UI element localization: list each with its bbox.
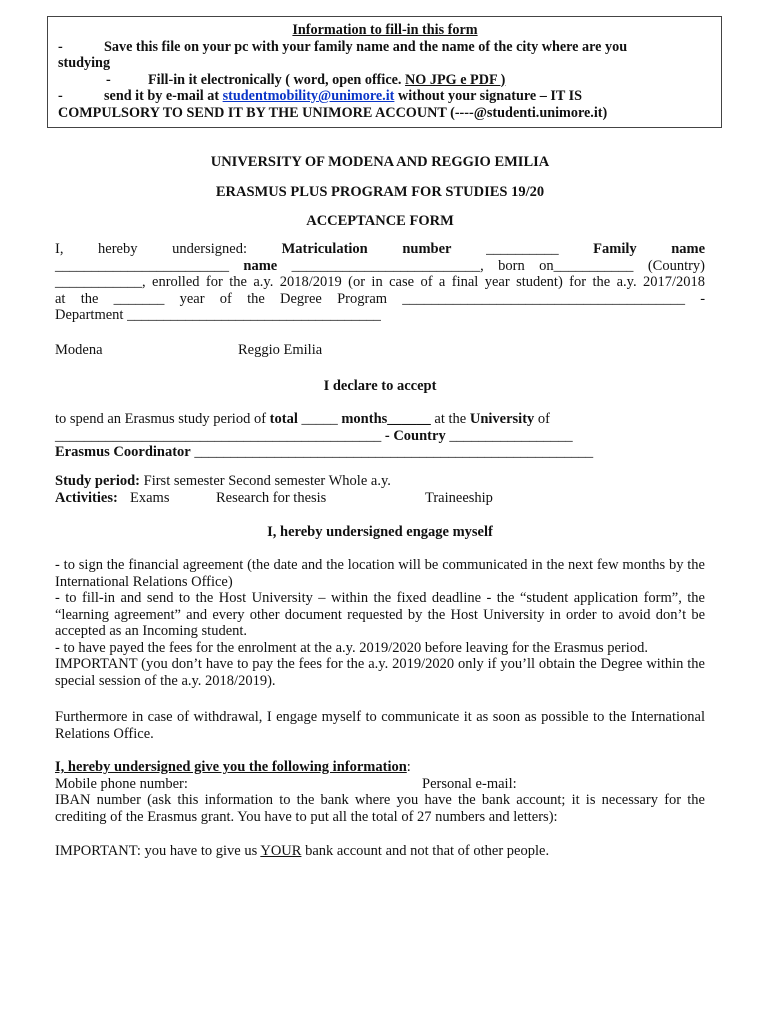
- activity-traineeship[interactable]: Traineeship: [425, 489, 493, 506]
- name-field[interactable]: __________________________: [291, 257, 481, 274]
- activity-exams[interactable]: Exams: [130, 489, 170, 506]
- matriculation-field[interactable]: __________: [486, 241, 559, 257]
- mobile-phone-label[interactable]: Mobile phone number:: [55, 775, 188, 792]
- information-heading: I, hereby undersigned give you the following information:: [55, 759, 411, 775]
- activity-research[interactable]: Research for thesis: [216, 489, 327, 506]
- engage-item-fees: - to have payed the fees for the enrolment at the a.y. 2019/2020 before leaving for the Erasmus period.: [55, 639, 648, 656]
- engage-item-important: IMPORTANT (you don’t have to pay the fees for the a.y. 2019/2020 only if you’ll obtain the Degree within the special session of the a.y. 2018/2019).: [55, 656, 705, 689]
- study-options: [55, 473, 705, 506]
- spend-line: to spend an Erasmus study period of total _____ months______ at the University of: [55, 411, 550, 427]
- iban-label[interactable]: IBAN number (ask this information to the bank where you have the bank account; it is necessary for the crediting of the Erasmus grant. You have to put all the total of 27 numbers and letters):: [55, 792, 705, 825]
- program-heading: ERASMUS PLUS PROGRAM FOR STUDIES 19/20: [215, 184, 545, 200]
- instruction-save: - Save this file on your pc with your family name and the name of the city where are you: [58, 38, 628, 55]
- personal-line-2: ________________________ name __________________________, born on___________ (Country): [55, 257, 706, 274]
- university-country-line: _____________________________________________ - Country _________________: [55, 427, 573, 444]
- city-reggio-emilia[interactable]: Reggio Emilia: [238, 342, 323, 358]
- activities-row: Activities: Exams Research for thesis Traineeship: [55, 489, 493, 506]
- degree-program-field[interactable]: _______________________________________: [402, 290, 685, 307]
- instruction-send-cont: COMPULSORY TO SEND IT BY THE UNIMORE ACCOUNT (----@studenti.unimore.it): [58, 104, 608, 121]
- information-section: [55, 759, 705, 825]
- engage-item-financial: - to sign the financial agreement (the date and the location will be communicated in the next few months by the International Relations Office): [55, 557, 705, 590]
- months-field[interactable]: _____: [297, 411, 342, 427]
- engage-list: [55, 557, 705, 689]
- coordinator-field[interactable]: _______________________________________________________: [190, 444, 594, 460]
- instruction-fill: - Fill-in it electronically ( word, open office. NO JPG e PDF ): [106, 71, 506, 88]
- withdrawal-paragraph: Furthermore in case of withdrawal, I engage myself to communicate it as soon as possible to the International Relations Office.: [55, 709, 705, 742]
- personal-email-label[interactable]: Personal e-mail:: [422, 775, 517, 792]
- family-name-field[interactable]: ________________________: [55, 257, 229, 274]
- city-options: [55, 342, 705, 359]
- city-modena[interactable]: Modena: [55, 342, 103, 358]
- university-field[interactable]: _____________________________________________: [55, 427, 382, 444]
- email-link[interactable]: studentmobility@unimore.it: [222, 88, 395, 104]
- personal-details: [55, 241, 705, 324]
- study-period-row: Study period: First semester Second semester Whole a.y.: [55, 473, 391, 489]
- year-field[interactable]: _______: [113, 290, 165, 307]
- personal-line-1: I, hereby undersigned: Matriculation number __________ Family name: [55, 241, 706, 257]
- instruction-send: - send it by e-mail at studentmobility@unimore.it without your signature – IT IS: [58, 88, 583, 104]
- study-period-options[interactable]: First semester Second semester Whole a.y.: [140, 473, 391, 489]
- department-field[interactable]: Department ___________________________________: [55, 307, 381, 323]
- coordinator-line: Erasmus Coordinator _______________________________________________________: [55, 444, 594, 460]
- important-note: IMPORTANT: you have to give us YOUR bank account and not that of other people.: [55, 843, 550, 859]
- form-heading: ACCEPTANCE FORM: [306, 213, 454, 229]
- engage-heading: I, hereby undersigned engage myself: [267, 524, 493, 540]
- instructions-title: Information to fill-in this form: [292, 22, 478, 38]
- engage-item-application: - to fill-in and send to the Host University – within the fixed deadline - the “student application form”, the “learning agreement” and every other document requested by the Host University in order to avoid don’t be accepted as an Incoming student.: [55, 590, 705, 639]
- personal-line-4: at the _______ year of the Degree Program _______________________________________ -: [55, 290, 706, 307]
- university-heading: UNIVERSITY OF MODENA AND REGGIO EMILIA: [210, 154, 550, 170]
- declare-heading: I declare to accept: [323, 378, 437, 394]
- instruction-save-cont: studying: [58, 55, 111, 71]
- instructions-box: [47, 16, 722, 128]
- country-field[interactable]: _________________: [449, 427, 573, 444]
- contact-row: [55, 776, 705, 793]
- birthplace-field[interactable]: ____________: [55, 274, 142, 290]
- personal-line-3: ____________, enrolled for the a.y. 2018/2019 (or in case of a final year student) for the a.y. 2017/2018: [55, 274, 705, 290]
- study-period-details: [55, 411, 705, 461]
